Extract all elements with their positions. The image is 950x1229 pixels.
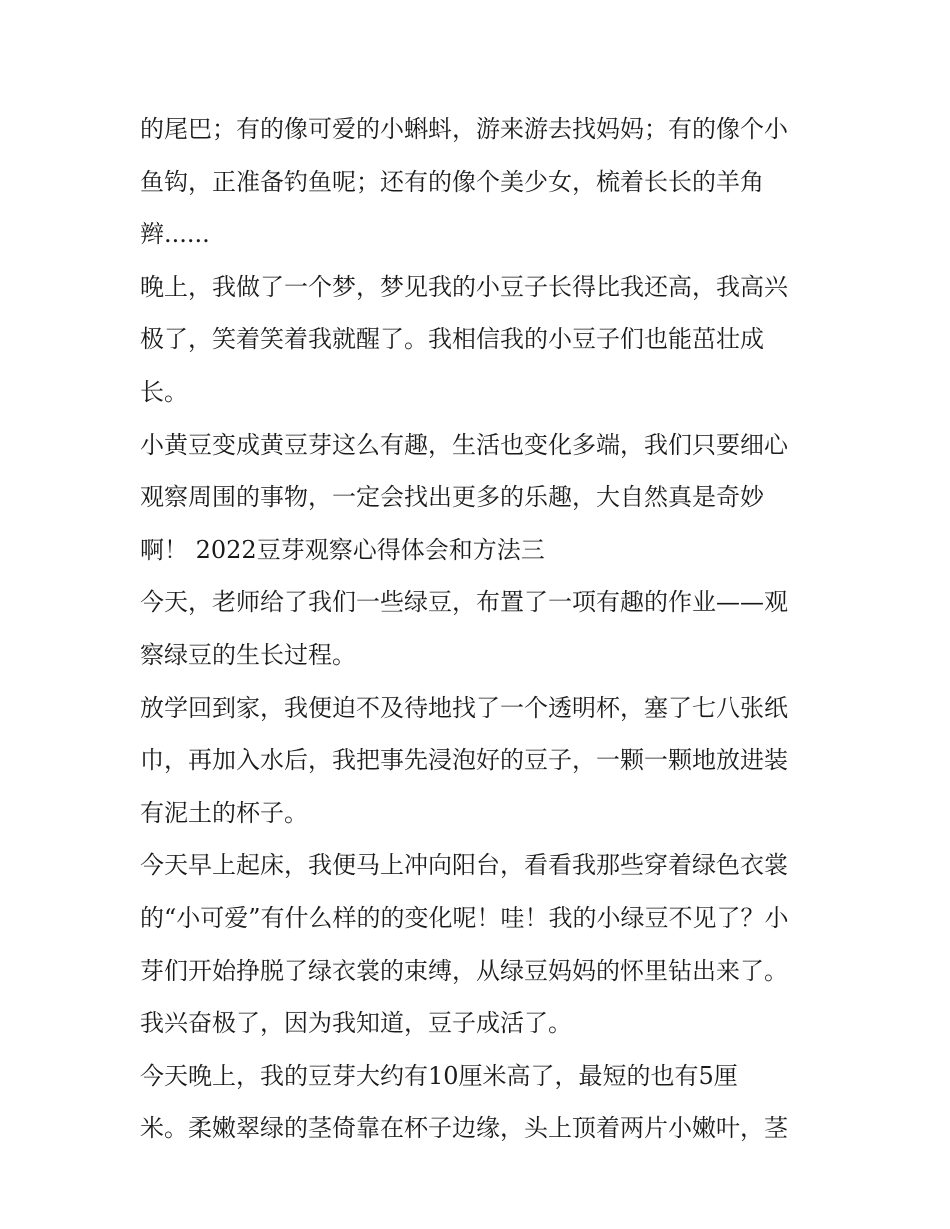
text-line: 极了，笑着笑着我就醒了。我相信我的小豆子们也能茁壮成 bbox=[140, 325, 764, 354]
document-body bbox=[140, 103, 820, 1155]
text-line: 有泥土的杯子。 bbox=[140, 798, 308, 827]
section-heading-line: 啊！ 2022豆芽观察心得体会和方法三 bbox=[140, 535, 545, 564]
text-line: 鱼钩，正准备钓鱼呢；还有的像个美少女，梳着长长的羊角 bbox=[140, 167, 764, 196]
text-line: 今天晚上，我的豆芽大约有10厘米高了，最短的也有5厘 bbox=[140, 1061, 738, 1090]
text-line: 今天早上起床，我便马上冲向阳台，看看我那些穿着绿色衣裳 bbox=[140, 851, 788, 880]
text-line: 我兴奋极了，因为我知道，豆子成活了。 bbox=[140, 1009, 572, 1038]
text-line: 察绿豆的生长过程。 bbox=[140, 640, 356, 669]
text-line: 放学回到家，我便迫不及待地找了一个透明杯，塞了七八张纸 bbox=[140, 693, 788, 722]
text-line: 的尾巴；有的像可爱的小蝌蚪，游来游去找妈妈；有的像个小 bbox=[140, 115, 788, 143]
text-line: 巾，再加入水后，我把事先浸泡好的豆子，一颗一颗地放进装 bbox=[140, 746, 788, 775]
text-line: 长。 bbox=[140, 377, 188, 406]
text-line: 今天，老师给了我们一些绿豆，布置了一项有趣的作业——观 bbox=[140, 588, 788, 617]
text-line: 观察周围的事物，一定会找出更多的乐趣，大自然真是奇妙 bbox=[140, 483, 764, 512]
text-line: 的“小可爱”有什么样的的变化呢！哇！我的小绿豆不见了？小 bbox=[140, 903, 789, 932]
text-line: 小黄豆变成黄豆芽这么有趣，生活也变化多端，我们只要细心 bbox=[140, 430, 788, 459]
text-line: 辫...... bbox=[140, 220, 210, 249]
text-line: 米。柔嫩翠绿的茎倚靠在杯子边缘，头上顶着两片小嫩叶，茎 bbox=[140, 1114, 788, 1143]
text-line: 芽们开始挣脱了绿衣裳的束缚，从绿豆妈妈的怀里钻出来了。 bbox=[140, 956, 788, 985]
text-line: 晚上，我做了一个梦，梦见我的小豆子长得比我还高，我高兴 bbox=[140, 272, 788, 301]
